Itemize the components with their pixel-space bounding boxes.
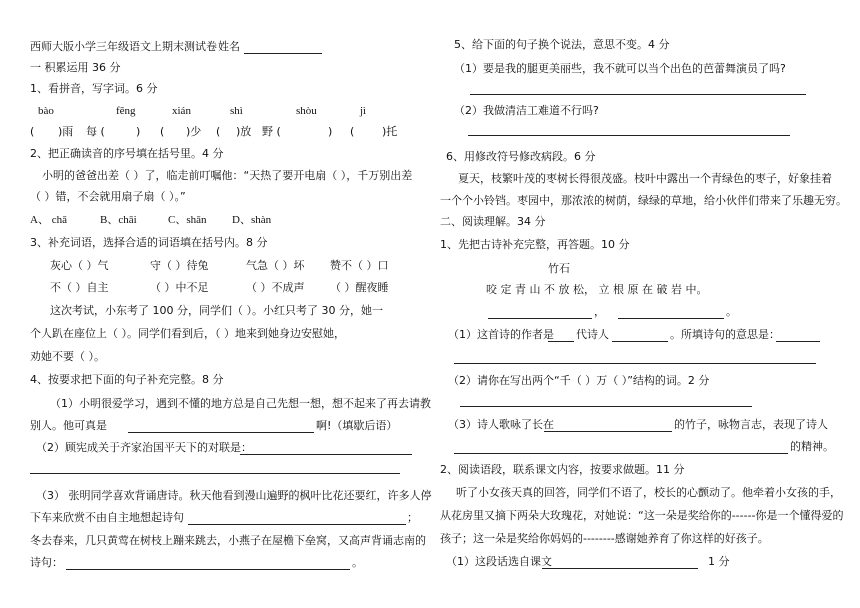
q2-line2: （ ）错，不会就用扇子扇（ ）。” xyxy=(30,190,186,203)
r1-a1-blank-1[interactable] xyxy=(548,341,574,342)
poem-comma: ， xyxy=(594,305,605,318)
q4-title: 4、按要求把下面的句子补充完整。8 分 xyxy=(30,373,224,386)
q1-word-6: )托 xyxy=(382,125,398,138)
q4-s1c: 啊!（填歇后语） xyxy=(316,419,398,432)
r1-a3-blank-2[interactable] xyxy=(454,453,788,454)
q2-option-b: B、chāi xyxy=(100,214,137,226)
q4-s3-answer-1[interactable] xyxy=(188,524,406,525)
r2-para-1: 听了小女孩天真的回答，同学们不语了，校长的心颤动了。他牵着小女孩的手， xyxy=(456,486,841,499)
q3-idiom-5: 不（ ）自主 xyxy=(50,281,109,294)
q3-line3: 这次考试，小东考了 100 分，同学们（ ）。小红只考了 30 分，她一 xyxy=(50,304,383,317)
q1-box-2[interactable]: ) xyxy=(136,125,141,138)
q1-box-6[interactable]: ( xyxy=(350,125,355,138)
q3-title: 3、补充词语，选择合适的词语填在括号内。8 分 xyxy=(30,236,268,249)
part2-heading: 二、阅读理解。34 分 xyxy=(440,215,546,228)
r1-a2: （2）请你在写出两个“千（ ）万（ ）”结构的词。2 分 xyxy=(448,374,710,387)
q3-idiom-7: （ ）不成声 xyxy=(246,281,305,294)
q2-title: 2、把正确读音的序号填在括号里。4 分 xyxy=(30,147,224,160)
r1-a3: （3）诗人歌咏了长在 xyxy=(448,418,554,431)
q1-box-1[interactable]: ( xyxy=(30,125,35,138)
q1-word-2: 每 ( xyxy=(86,125,105,138)
r2-a1: （1）这段话选自课文 xyxy=(446,555,552,568)
q3-idiom-3: 气急（ ）坏 xyxy=(246,259,305,272)
r1-a1: （1）这首诗的作者是 xyxy=(448,328,554,341)
r2-title: 2、阅读语段，联系课文内容，按要求做题。11 分 xyxy=(440,463,685,476)
q2-option-a: A、 chā xyxy=(30,214,67,226)
r2-para-3: 孩子；这一朵是奖给你妈妈的--------感谢她养育了你这样的好孩子。 xyxy=(440,532,769,545)
r2-para-2: 从花房里又摘下两朵大玫瑰花，对她说：“这一朵是奖给你的------你是一个懂得爱的 xyxy=(440,509,844,522)
q3-idiom-4: 赞不（ ）口 xyxy=(330,259,389,272)
pinyin-3: xián xyxy=(172,105,191,117)
q4-s3a: （3） 张明同学喜欢背诵唐诗。秋天他看到漫山遍野的枫叶比花还要红，许多人停 xyxy=(36,489,432,502)
q4-s3-answer-2[interactable] xyxy=(66,569,350,570)
q2-option-c: C、shān xyxy=(168,214,207,226)
poem-title: 竹石 xyxy=(548,262,570,275)
pinyin-4: shì xyxy=(230,105,243,117)
part1-heading: 一 积累运用 36 分 xyxy=(30,61,121,74)
q4-s1b: 别人。他可真是 xyxy=(30,419,107,432)
name-field[interactable] xyxy=(244,53,322,54)
pinyin-1: bào xyxy=(38,105,54,117)
r1-a2-blank[interactable] xyxy=(460,406,752,407)
r1-a1b: 代诗人 xyxy=(576,328,609,341)
q1-box-4[interactable]: ( xyxy=(216,125,221,138)
q4-s3b: 下车来欣赏不由自主地想起诗句 xyxy=(30,511,184,524)
q4-s1a: （1）小明很爱学习，遇到不懂的地方总是自己先想一想，想不起来了再去请教 xyxy=(50,397,431,410)
exam-title: 西师大版小学三年级语文上期末测试卷 xyxy=(30,40,217,53)
q4-s2: （2）顾宪成关于齐家治国平天下的对联是： xyxy=(36,441,252,454)
poem-blank-1[interactable] xyxy=(488,318,592,319)
q1-box-5[interactable]: ) xyxy=(328,125,333,138)
name-label: 姓名 xyxy=(218,40,240,53)
q4-s2-answer-1[interactable] xyxy=(240,454,412,455)
q4-s3d-end: 。 xyxy=(352,556,363,569)
q2-option-d: D、shàn xyxy=(232,214,272,226)
q1-word-1: )雨 xyxy=(58,125,74,138)
q6-title: 6、用修改符号修改病段。6 分 xyxy=(446,150,596,163)
q5-title: 5、给下面的句子换个说法，意思不变。4 分 xyxy=(454,38,670,51)
r2-a1-score: 1 分 xyxy=(708,555,730,568)
r1-a3c: 的精神。 xyxy=(790,440,834,453)
r1-a1-blank-2[interactable] xyxy=(612,341,668,342)
q3-idiom-8: （ ）醒夜睡 xyxy=(330,281,389,294)
pinyin-5: shòu xyxy=(296,105,317,117)
q4-s2-answer-2[interactable] xyxy=(30,473,400,474)
r2-a1-blank[interactable] xyxy=(542,568,698,569)
r1-a1-blank-3[interactable] xyxy=(776,341,820,342)
q4-s3b-end: ； xyxy=(407,511,418,524)
q1-box-3[interactable]: ( xyxy=(160,125,165,138)
q3-line4: 个人趴在座位上（ ）。同学们看到后，（ ）地来到她身边安慰她， xyxy=(30,327,345,340)
q3-line5: 劝她不要（ ）。 xyxy=(30,350,105,363)
q6-line2: 一个个小铃铛。枣园中，那浓浓的树荫，绿绿的草地，给小伙伴们带来了乐趣无穷。 xyxy=(440,194,847,207)
q5-s1-answer[interactable] xyxy=(470,94,806,95)
q1-word-3: )少 xyxy=(186,125,202,138)
q2-line1: 小明的爸爸出差（ ）了，临走前叮嘱他：“天热了要开电扇（ ），千万别出差 xyxy=(42,169,413,182)
q4-s1-answer[interactable] xyxy=(128,432,314,433)
r1-a1-blank-4[interactable] xyxy=(454,363,816,364)
q1-word-5: 野 ( xyxy=(262,125,281,138)
r1-title: 1、先把古诗补充完整，再答题。10 分 xyxy=(440,238,630,251)
q3-idiom-1: 灰心（ ）气 xyxy=(50,259,109,272)
poem-period: 。 xyxy=(726,305,737,318)
r1-a1c: 。所填诗句的意思是： xyxy=(670,328,780,341)
q5-s1: （1）要是我的腿更美丽些，我不就可以当个出色的芭蕾舞演员了吗? xyxy=(454,62,786,75)
q3-idiom-2: 守（ ）待兔 xyxy=(150,259,209,272)
q6-line1: 夏天，枝繁叶茂的枣树长得很茂盛。枝叶中露出一个青绿色的枣子，好象挂着 xyxy=(458,172,832,185)
poem-blank-2[interactable] xyxy=(618,318,724,319)
q5-s2-answer[interactable] xyxy=(468,135,790,136)
pinyin-6: jì xyxy=(360,105,367,117)
poem-line: 咬 定 青 山 不 放 松， 立 根 原 在 破 岩 中。 xyxy=(486,283,708,296)
r1-a3b: 的竹子，咏物言志，表现了诗人 xyxy=(674,418,828,431)
q1-word-4: )放 xyxy=(236,125,252,138)
q4-s3c: 冬去春来，几只黄莺在树枝上蹦来跳去，小燕子在屋檐下垒窝，又高声背诵志南的 xyxy=(30,534,426,547)
q4-s3d: 诗句： xyxy=(30,556,63,569)
r1-a3-blank-1[interactable] xyxy=(544,431,672,432)
q5-s2: （2）我做清洁工难道不行吗? xyxy=(454,104,599,117)
q3-idiom-6: （ ）中不足 xyxy=(150,281,209,294)
q1-title: 1、看拼音，写字词。6 分 xyxy=(30,82,158,95)
pinyin-2: fēng xyxy=(116,105,136,117)
